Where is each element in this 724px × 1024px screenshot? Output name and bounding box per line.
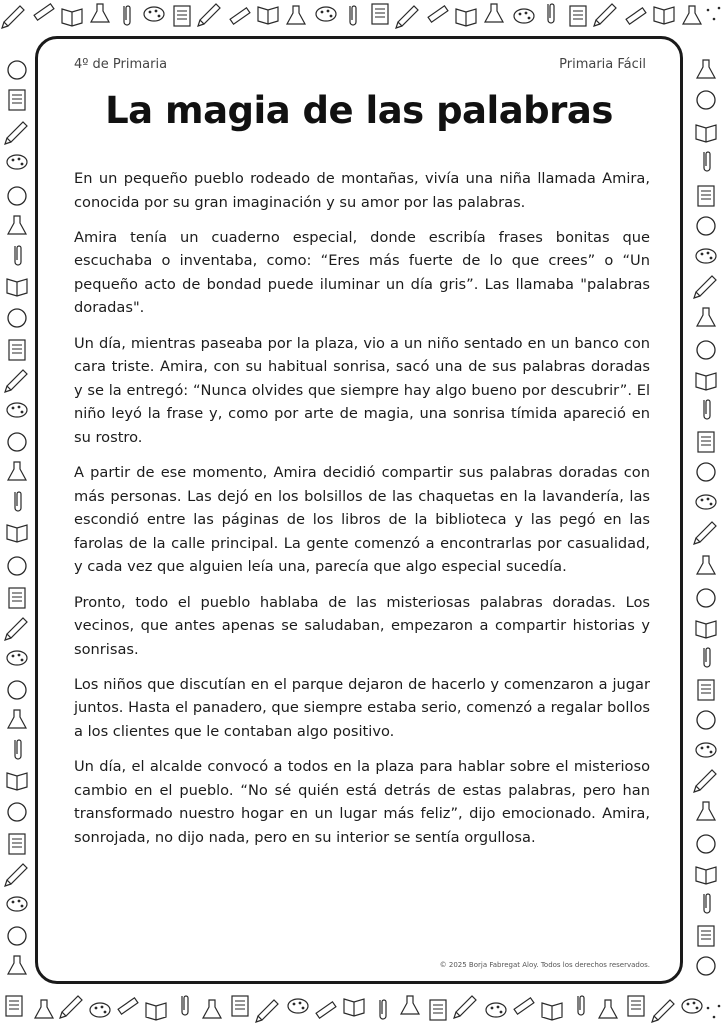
site-label: Primaria Fácil bbox=[559, 57, 646, 72]
paragraph: Pronto, todo el pueblo hablaba de las misteriosas palabras doradas. Los vecinos, que antes apenas se saludaban, empezaron a compartir historias y sonrisas. bbox=[74, 593, 650, 658]
paragraph: En un pequeño pueblo rodeado de montañas, vivía una niña llamada Amira, conocida por su gran imaginación y su amor por las palabras. bbox=[74, 170, 650, 211]
paragraph: Un día, mientras paseaba por la plaza, vio a un niño sentado en un banco con cara triste. Amira, con su habitual sonrisa, sacó una de sus palabras doradas y se la entregó: “Nunca olvides que siempre hay algo bueno por descubrir”. El niño leyó la frase y, como por arte de magia, una sonrisa tímida apareció en su rostro. bbox=[74, 334, 650, 446]
worksheet-card bbox=[35, 36, 683, 984]
paragraph: Amira tenía un cuaderno especial, donde escribía frases bonitas que escuchaba o inventaba, como: “Eres más fuerte de lo que crees” o “Un pequeño acto de bondad puede iluminar un día gris”. Las llamaba "palabras doradas". bbox=[74, 228, 650, 317]
paragraph: Los niños que discutían en el parque dejaron de hacerlo y comenzaron a jugar juntos. Hasta el panadero, que siempre estaba serio, comenzó a regalar bollos a los clientes que le contaban algo positivo. bbox=[74, 675, 650, 740]
copyright-notice: © 2025 Borja Fabregat Aloy. Todos los derechos reservados. bbox=[439, 961, 650, 969]
story-body bbox=[74, 167, 650, 861]
paragraph: Un día, el alcalde convocó a todos en la plaza para hablar sobre el misterioso cambio en el pueblo. “No sé quién está detrás de estas palabras, pero han transformado nuestro hogar en un lugar más feliz”, dijo emocionado. Amira, sonrojada, no dijo nada, pero en su interior se sentía orgullosa. bbox=[74, 758, 650, 846]
right-doodle-column bbox=[694, 60, 716, 975]
paragraph: A partir de ese momento, Amira decidió compartir sus palabras doradas con más personas. Las dejó en los bolsillos de las chaquetas en la lavandería, las escondió entre las páginas de los libros de la biblioteca y las pegó en las farolas de la calle principal. La gente comenzó a encontrarlas por casualidad, y cada vez que alguien leía una, parecía que algo especial sucedía. bbox=[74, 464, 650, 576]
page-title: La magia de las palabras bbox=[105, 89, 613, 132]
grade-label: 4º de Primaria bbox=[74, 57, 168, 72]
left-doodle-column bbox=[5, 61, 27, 974]
bottom-doodle-row bbox=[6, 996, 720, 1022]
top-doodle-row bbox=[2, 4, 720, 28]
